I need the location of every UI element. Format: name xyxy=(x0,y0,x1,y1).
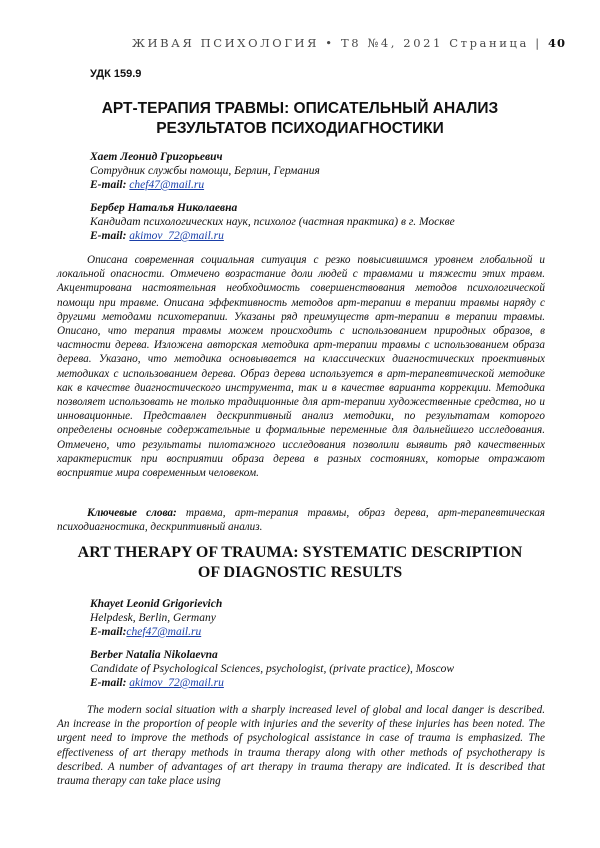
keywords-ru xyxy=(57,506,545,534)
abstract-en: The modern social situation with a sharply increased level of global and local danger is described. An increase in the proportion of people with injuries and the severity of these injuries has been noted. The urgent need to improve the methods of psychological assistance in case of trauma is emphasized. The effectiveness of art therapy methods in trauma therapy along with other methods of psychotherapy is described. A number of advantages of art therapy in trauma therapy are indicated. It is described that trauma therapy can take place using xyxy=(57,704,545,788)
author-email-line xyxy=(90,625,550,639)
abstract-ru: Описана современная социальная ситуация с резко повысившимся уровнем глобальной и локальной опасности. Отмечено возрастание доли людей с травмами и тяжести этих травм. Акцентирована настоятельная необходимость совершенствования методов психологической помощи при травме. Описана эффективность методов арт-терапии в терапии травмы наряду с другими методами психотерапии. Указаны ряд преимуществ арт-терапии в терапии травмы. Описано, что терапия травмы можем происходить с использованием природных образов, в частности дерева. Изложена авторская методика арт-терапии травмы с использованием образа дерева. Указано, что методика основывается на классических диагностических проективных методиках с использованием дерева. Образ дерева используется в арт-терапевтической методике как в качестве диагностического инструмента, так и в качестве варианта коррекции. Методика позволяет использовать не только традиционные для арт-терапии художественные средства, но и инновационные. Представлен дескриптивный анализ методики, по результатам которого определены основные содержательные и формальные переменные для дальнейшего исследования. Отмечено, что результаты пилотажного исследования позволили выявить ряд качественных характеристик при восприятии образа дерева в разных состояниях, которые отражают восприятие мира современным человеком. xyxy=(57,254,545,480)
keywords-label: Ключевые слова: xyxy=(87,507,177,519)
author-block-ru-1 xyxy=(90,150,550,192)
email-link[interactable]: chef47@mail.ru xyxy=(126,626,202,638)
author-name: Berber Natalia Nikolaevna xyxy=(90,649,218,661)
page-number: 40 xyxy=(547,36,566,50)
author-name: Khayet Leonid Grigorievich xyxy=(90,598,223,610)
author-block-en-1 xyxy=(90,597,550,639)
title-en-line-1: ART THERAPY OF TRAUMA: SYSTEMATIC DESCRIPTION xyxy=(77,544,523,561)
author-email-line xyxy=(90,178,550,192)
email-link[interactable]: akimov_72@mail.ru xyxy=(129,230,224,242)
author-affiliation: Candidate of Psychological Sciences, psychologist, (private practice), Moscow xyxy=(90,663,455,675)
author-email-line xyxy=(90,229,550,243)
author-name: Бербер Наталья Николаевна xyxy=(90,202,238,214)
running-header xyxy=(34,36,566,50)
author-email-line xyxy=(90,676,550,690)
email-label: E-mail: xyxy=(90,179,127,191)
email-label: E-mail: xyxy=(90,677,127,689)
email-link[interactable]: akimov_72@mail.ru xyxy=(129,677,224,689)
title-ru-line-1: АРТ-ТЕРАПИЯ ТРАВМЫ: ОПИСАТЕЛЬНЫЙ АНАЛИЗ xyxy=(101,100,499,117)
title-ru-line-2: РЕЗУЛЬТАТОВ ПСИХОДИАГНОСТИКИ xyxy=(156,120,444,137)
keywords-text: травма, арт-терапия травмы, образ дерева, арт-терапевтическая психодиагностика, дескриптивный анализ. xyxy=(57,507,545,534)
author-affiliation: Helpdesk, Berlin, Germany xyxy=(90,612,216,624)
author-affiliation: Кандидат психологических наук, психолог (частная практика) в г. Москве xyxy=(90,216,455,228)
author-affiliation: Сотрудник службы помощи, Берлин, Германия xyxy=(90,165,320,177)
udk-code: УДК 159.9 xyxy=(90,68,142,80)
author-block-en-2 xyxy=(90,648,550,690)
email-link[interactable]: chef47@mail.ru xyxy=(129,179,205,191)
email-label: E-mail: xyxy=(90,230,127,242)
article-title-ru xyxy=(60,99,540,139)
journal-running-title: ЖИВАЯ ПСИХОЛОГИЯ • Т8 №4, 2021 Страница | xyxy=(131,36,542,50)
author-block-ru-2 xyxy=(90,201,550,243)
author-name: Хает Леонид Григорьевич xyxy=(90,151,223,163)
email-label: E-mail: xyxy=(90,626,127,638)
article-title-en xyxy=(60,543,540,583)
title-en-line-2: OF DIAGNOSTIC RESULTS xyxy=(197,564,403,581)
